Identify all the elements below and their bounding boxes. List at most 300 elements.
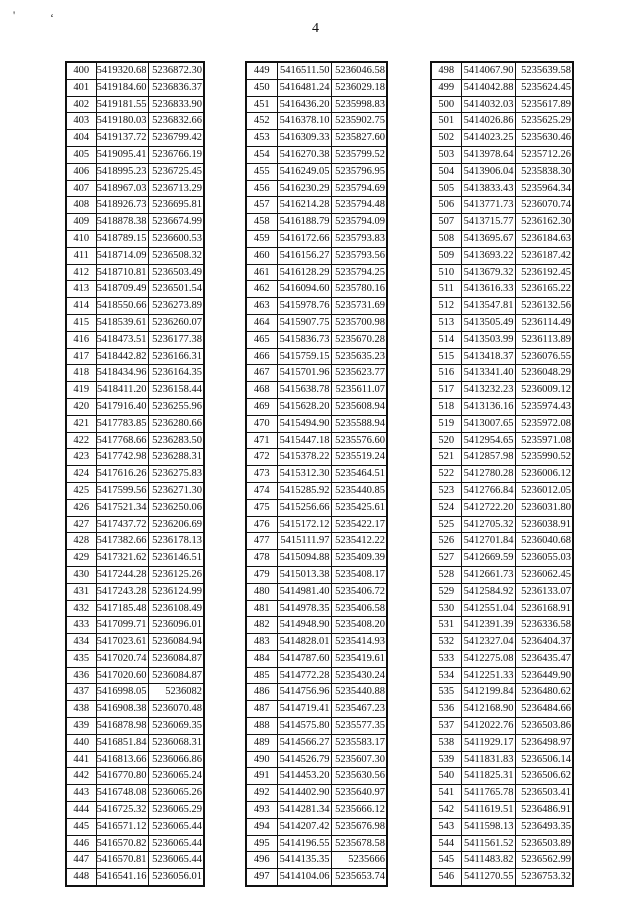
x-coordinate-cell: 5416214.28 xyxy=(277,197,331,214)
point-number-cell: 530 xyxy=(431,600,461,617)
point-number-cell: 463 xyxy=(246,298,277,315)
table-row xyxy=(246,113,387,130)
point-number-cell: 518 xyxy=(431,398,461,415)
table-row xyxy=(431,314,573,331)
point-number-cell: 474 xyxy=(246,482,277,499)
table-row xyxy=(66,449,204,466)
table-row xyxy=(66,499,204,516)
y-coordinate-cell: 5236836.37 xyxy=(148,79,204,96)
table-row xyxy=(246,264,387,281)
point-number-cell: 402 xyxy=(66,96,96,113)
x-coordinate-cell: 5418550.66 xyxy=(96,298,148,315)
point-number-cell: 440 xyxy=(66,734,96,751)
x-coordinate-cell: 5418709.49 xyxy=(96,281,148,298)
point-number-cell: 443 xyxy=(66,785,96,802)
y-coordinate-cell: 5236065.44 xyxy=(148,852,204,869)
table-row xyxy=(66,734,204,751)
table-row xyxy=(431,684,573,701)
x-coordinate-cell: 5413833.43 xyxy=(461,180,515,197)
x-coordinate-cell: 5414207.42 xyxy=(277,818,331,835)
y-coordinate-cell: 5236114.49 xyxy=(515,314,573,331)
table-row xyxy=(431,852,573,869)
point-number-cell: 520 xyxy=(431,432,461,449)
table-row xyxy=(431,197,573,214)
table-row xyxy=(66,113,204,130)
y-coordinate-cell: 5236048.29 xyxy=(515,365,573,382)
table-row xyxy=(66,550,204,567)
y-coordinate-cell: 5236184.63 xyxy=(515,230,573,247)
x-coordinate-cell: 5417185.48 xyxy=(96,600,148,617)
y-coordinate-cell: 5236503.86 xyxy=(515,718,573,735)
x-coordinate-cell: 5415285.92 xyxy=(277,482,331,499)
table-row xyxy=(246,852,387,869)
x-coordinate-cell: 5413906.04 xyxy=(461,163,515,180)
y-coordinate-cell: 5235639.58 xyxy=(515,62,573,79)
y-coordinate-cell: 5236069.35 xyxy=(148,718,204,735)
point-number-cell: 404 xyxy=(66,130,96,147)
point-number-cell: 461 xyxy=(246,264,277,281)
point-number-cell: 471 xyxy=(246,432,277,449)
table-row xyxy=(431,214,573,231)
x-coordinate-cell: 5411929.17 xyxy=(461,734,515,751)
x-coordinate-cell: 5412275.08 xyxy=(461,650,515,667)
x-coordinate-cell: 5414453.20 xyxy=(277,768,331,785)
x-coordinate-cell: 5413232.23 xyxy=(461,382,515,399)
x-coordinate-cell: 5413007.65 xyxy=(461,415,515,432)
y-coordinate-cell: 5236166.31 xyxy=(148,348,204,365)
table-row xyxy=(66,718,204,735)
point-number-cell: 495 xyxy=(246,835,277,852)
y-coordinate-cell: 5236255.96 xyxy=(148,398,204,415)
point-number-cell: 423 xyxy=(66,449,96,466)
y-coordinate-cell: 5235425.61 xyxy=(331,499,387,516)
x-coordinate-cell: 5413616.33 xyxy=(461,281,515,298)
point-number-cell: 480 xyxy=(246,583,277,600)
table-row xyxy=(246,684,387,701)
point-number-cell: 434 xyxy=(66,634,96,651)
y-coordinate-cell: 5235577.35 xyxy=(331,718,387,735)
point-number-cell: 525 xyxy=(431,516,461,533)
y-coordinate-cell: 5236503.49 xyxy=(148,264,204,281)
point-number-cell: 458 xyxy=(246,214,277,231)
x-coordinate-cell: 5418411.20 xyxy=(96,382,148,399)
point-number-cell: 437 xyxy=(66,684,96,701)
point-number-cell: 535 xyxy=(431,684,461,701)
x-coordinate-cell: 5414067.90 xyxy=(461,62,515,79)
y-coordinate-cell: 5236164.35 xyxy=(148,365,204,382)
x-coordinate-cell: 5412551.04 xyxy=(461,600,515,617)
point-number-cell: 415 xyxy=(66,314,96,331)
table-row xyxy=(431,600,573,617)
point-number-cell: 506 xyxy=(431,197,461,214)
x-coordinate-cell: 5412327.04 xyxy=(461,634,515,651)
point-number-cell: 502 xyxy=(431,130,461,147)
table-row xyxy=(246,331,387,348)
y-coordinate-cell: 5236713.29 xyxy=(148,180,204,197)
y-coordinate-cell: 5235794.09 xyxy=(331,214,387,231)
point-number-cell: 441 xyxy=(66,751,96,768)
x-coordinate-cell: 5414756.96 xyxy=(277,684,331,701)
point-number-cell: 523 xyxy=(431,482,461,499)
table-row xyxy=(246,365,387,382)
y-coordinate-cell: 5235971.08 xyxy=(515,432,573,449)
point-number-cell: 524 xyxy=(431,499,461,516)
x-coordinate-cell: 5416172.66 xyxy=(277,230,331,247)
point-number-cell: 428 xyxy=(66,533,96,550)
table-row xyxy=(431,96,573,113)
x-coordinate-cell: 5412780.28 xyxy=(461,466,515,483)
y-coordinate-cell: 5236336.58 xyxy=(515,617,573,634)
point-number-cell: 512 xyxy=(431,298,461,315)
y-coordinate-cell: 5235799.52 xyxy=(331,146,387,163)
table-row xyxy=(431,130,573,147)
y-coordinate-cell: 5235406.72 xyxy=(331,583,387,600)
x-coordinate-cell: 5413715.77 xyxy=(461,214,515,231)
x-coordinate-cell: 5417783.85 xyxy=(96,415,148,432)
table-row xyxy=(66,432,204,449)
table-row xyxy=(431,180,573,197)
y-coordinate-cell: 5236404.37 xyxy=(515,634,573,651)
x-coordinate-cell: 5411483.82 xyxy=(461,852,515,869)
y-coordinate-cell: 5236725.45 xyxy=(148,163,204,180)
x-coordinate-cell: 5418442.82 xyxy=(96,348,148,365)
y-coordinate-cell: 5236271.30 xyxy=(148,482,204,499)
y-coordinate-cell: 5235464.51 xyxy=(331,466,387,483)
point-number-cell: 478 xyxy=(246,550,277,567)
x-coordinate-cell: 5415638.78 xyxy=(277,382,331,399)
table-row xyxy=(431,146,573,163)
point-number-cell: 536 xyxy=(431,701,461,718)
table-row xyxy=(431,768,573,785)
point-number-cell: 521 xyxy=(431,449,461,466)
x-coordinate-cell: 5416541.16 xyxy=(96,869,148,886)
y-coordinate-cell: 5236070.74 xyxy=(515,197,573,214)
point-number-cell: 485 xyxy=(246,667,277,684)
x-coordinate-cell: 5413505.49 xyxy=(461,314,515,331)
y-coordinate-cell: 5235794.69 xyxy=(331,180,387,197)
point-number-cell: 543 xyxy=(431,818,461,835)
point-number-cell: 533 xyxy=(431,650,461,667)
y-coordinate-cell: 5235793.83 xyxy=(331,230,387,247)
point-number-cell: 452 xyxy=(246,113,277,130)
x-coordinate-cell: 5416908.38 xyxy=(96,701,148,718)
y-coordinate-cell: 5236006.12 xyxy=(515,466,573,483)
x-coordinate-cell: 5416851.84 xyxy=(96,734,148,751)
y-coordinate-cell: 5235794.48 xyxy=(331,197,387,214)
y-coordinate-cell: 5235607.30 xyxy=(331,751,387,768)
table-row xyxy=(431,382,573,399)
table-row xyxy=(246,718,387,735)
y-coordinate-cell: 5235623.77 xyxy=(331,365,387,382)
table-row xyxy=(431,415,573,432)
x-coordinate-cell: 5417437.72 xyxy=(96,516,148,533)
table-row xyxy=(66,62,204,79)
y-coordinate-cell: 5236506.14 xyxy=(515,751,573,768)
point-number-cell: 476 xyxy=(246,516,277,533)
y-coordinate-cell: 5236056.01 xyxy=(148,869,204,886)
x-coordinate-cell: 5415978.76 xyxy=(277,298,331,315)
table-row xyxy=(66,566,204,583)
x-coordinate-cell: 5417768.66 xyxy=(96,432,148,449)
y-coordinate-cell: 5236250.06 xyxy=(148,499,204,516)
x-coordinate-cell: 5411831.83 xyxy=(461,751,515,768)
x-coordinate-cell: 5418926.73 xyxy=(96,197,148,214)
table-row xyxy=(246,583,387,600)
point-number-cell: 526 xyxy=(431,533,461,550)
point-number-cell: 424 xyxy=(66,466,96,483)
x-coordinate-cell: 5418789.15 xyxy=(96,230,148,247)
y-coordinate-cell: 5236038.91 xyxy=(515,516,573,533)
x-coordinate-cell: 5413503.99 xyxy=(461,331,515,348)
x-coordinate-cell: 5419320.68 xyxy=(96,62,148,79)
x-coordinate-cell: 5414042.88 xyxy=(461,79,515,96)
y-coordinate-cell: 5236031.80 xyxy=(515,499,573,516)
table-row xyxy=(431,785,573,802)
table-row xyxy=(431,281,573,298)
y-coordinate-cell: 5236503.41 xyxy=(515,785,573,802)
table-row xyxy=(246,751,387,768)
y-coordinate-cell: 5236833.90 xyxy=(148,96,204,113)
point-number-cell: 542 xyxy=(431,802,461,819)
point-number-cell: 421 xyxy=(66,415,96,432)
x-coordinate-cell: 5412954.65 xyxy=(461,432,515,449)
x-coordinate-cell: 5417521.34 xyxy=(96,499,148,516)
point-number-cell: 447 xyxy=(66,852,96,869)
y-coordinate-cell: 5235625.29 xyxy=(515,113,573,130)
y-coordinate-cell: 5236012.05 xyxy=(515,482,573,499)
x-coordinate-cell: 5416481.24 xyxy=(277,79,331,96)
x-coordinate-cell: 5416878.98 xyxy=(96,718,148,735)
table-row xyxy=(431,113,573,130)
y-coordinate-cell: 5235588.94 xyxy=(331,415,387,432)
x-coordinate-cell: 5415907.75 xyxy=(277,314,331,331)
point-number-cell: 513 xyxy=(431,314,461,331)
table-row xyxy=(431,247,573,264)
point-number-cell: 401 xyxy=(66,79,96,96)
point-number-cell: 492 xyxy=(246,785,277,802)
y-coordinate-cell: 5235676.98 xyxy=(331,818,387,835)
point-number-cell: 409 xyxy=(66,214,96,231)
x-coordinate-cell: 5416748.08 xyxy=(96,785,148,802)
y-coordinate-cell: 5235678.58 xyxy=(331,835,387,852)
y-coordinate-cell: 5235617.89 xyxy=(515,96,573,113)
x-coordinate-cell: 5417099.71 xyxy=(96,617,148,634)
x-coordinate-cell: 5414281.34 xyxy=(277,802,331,819)
y-coordinate-cell: 5236162.30 xyxy=(515,214,573,231)
y-coordinate-cell: 5236600.53 xyxy=(148,230,204,247)
point-number-cell: 425 xyxy=(66,482,96,499)
y-coordinate-cell: 5235974.43 xyxy=(515,398,573,415)
table-row xyxy=(246,432,387,449)
y-coordinate-cell: 5235608.94 xyxy=(331,398,387,415)
x-coordinate-cell: 5413695.67 xyxy=(461,230,515,247)
point-number-cell: 410 xyxy=(66,230,96,247)
point-number-cell: 460 xyxy=(246,247,277,264)
y-coordinate-cell: 5235630.46 xyxy=(515,130,573,147)
table-row xyxy=(246,230,387,247)
y-coordinate-cell: 5236082 xyxy=(148,684,204,701)
table-row xyxy=(66,247,204,264)
y-coordinate-cell: 5235838.30 xyxy=(515,163,573,180)
point-number-cell: 418 xyxy=(66,365,96,382)
table-row xyxy=(246,768,387,785)
table-row xyxy=(431,499,573,516)
table-row xyxy=(246,197,387,214)
point-number-cell: 539 xyxy=(431,751,461,768)
table-row xyxy=(246,734,387,751)
y-coordinate-cell: 5236046.58 xyxy=(331,62,387,79)
y-coordinate-cell: 5236260.07 xyxy=(148,314,204,331)
x-coordinate-cell: 5416378.10 xyxy=(277,113,331,130)
point-number-cell: 519 xyxy=(431,415,461,432)
x-coordinate-cell: 5416571.12 xyxy=(96,818,148,835)
point-number-cell: 445 xyxy=(66,818,96,835)
y-coordinate-cell: 5236695.81 xyxy=(148,197,204,214)
table-row xyxy=(431,835,573,852)
x-coordinate-cell: 5416813.66 xyxy=(96,751,148,768)
x-coordinate-cell: 5414719.41 xyxy=(277,701,331,718)
y-coordinate-cell: 5236486.91 xyxy=(515,802,573,819)
point-number-cell: 477 xyxy=(246,533,277,550)
x-coordinate-cell: 5416309.33 xyxy=(277,130,331,147)
point-number-cell: 484 xyxy=(246,650,277,667)
y-coordinate-cell: 5235666.12 xyxy=(331,802,387,819)
point-number-cell: 400 xyxy=(66,62,96,79)
point-number-cell: 515 xyxy=(431,348,461,365)
point-number-cell: 522 xyxy=(431,466,461,483)
y-coordinate-cell: 5236206.69 xyxy=(148,516,204,533)
x-coordinate-cell: 5418473.51 xyxy=(96,331,148,348)
table-row xyxy=(246,533,387,550)
point-number-cell: 470 xyxy=(246,415,277,432)
point-number-cell: 436 xyxy=(66,667,96,684)
x-coordinate-cell: 5415111.97 xyxy=(277,533,331,550)
table-row xyxy=(246,566,387,583)
y-coordinate-cell: 5236506.62 xyxy=(515,768,573,785)
x-coordinate-cell: 5414948.90 xyxy=(277,617,331,634)
x-coordinate-cell: 5414104.06 xyxy=(277,869,331,886)
point-number-cell: 469 xyxy=(246,398,277,415)
x-coordinate-cell: 5416128.29 xyxy=(277,264,331,281)
table-row xyxy=(246,516,387,533)
point-number-cell: 511 xyxy=(431,281,461,298)
x-coordinate-cell: 5414023.25 xyxy=(461,130,515,147)
x-coordinate-cell: 5413341.40 xyxy=(461,365,515,382)
x-coordinate-cell: 5415172.12 xyxy=(277,516,331,533)
y-coordinate-cell: 5236065.24 xyxy=(148,768,204,785)
table-row xyxy=(246,214,387,231)
y-coordinate-cell: 5235990.52 xyxy=(515,449,573,466)
y-coordinate-cell: 5235576.60 xyxy=(331,432,387,449)
point-number-cell: 509 xyxy=(431,247,461,264)
x-coordinate-cell: 5415378.22 xyxy=(277,449,331,466)
y-coordinate-cell: 5235408.20 xyxy=(331,617,387,634)
point-number-cell: 500 xyxy=(431,96,461,113)
y-coordinate-cell: 5235998.83 xyxy=(331,96,387,113)
y-coordinate-cell: 5236503.89 xyxy=(515,835,573,852)
table-row xyxy=(431,533,573,550)
y-coordinate-cell: 5236009.12 xyxy=(515,382,573,399)
point-number-cell: 467 xyxy=(246,365,277,382)
y-coordinate-cell: 5236493.35 xyxy=(515,818,573,835)
point-number-cell: 510 xyxy=(431,264,461,281)
table-row xyxy=(66,835,204,852)
x-coordinate-cell: 5417321.62 xyxy=(96,550,148,567)
point-number-cell: 427 xyxy=(66,516,96,533)
point-number-cell: 489 xyxy=(246,734,277,751)
x-coordinate-cell: 5413136.16 xyxy=(461,398,515,415)
x-coordinate-cell: 5416998.05 xyxy=(96,684,148,701)
table-row xyxy=(431,348,573,365)
x-coordinate-cell: 5418539.61 xyxy=(96,314,148,331)
table-row xyxy=(246,785,387,802)
y-coordinate-cell: 5235630.56 xyxy=(331,768,387,785)
point-number-cell: 499 xyxy=(431,79,461,96)
table-row xyxy=(66,398,204,415)
point-number-cell: 493 xyxy=(246,802,277,819)
point-number-cell: 491 xyxy=(246,768,277,785)
point-number-cell: 488 xyxy=(246,718,277,735)
table-row xyxy=(66,382,204,399)
y-coordinate-cell: 5235624.45 xyxy=(515,79,573,96)
y-coordinate-cell: 5236113.89 xyxy=(515,331,573,348)
y-coordinate-cell: 5236065.26 xyxy=(148,785,204,802)
point-number-cell: 541 xyxy=(431,785,461,802)
y-coordinate-cell: 5236029.18 xyxy=(331,79,387,96)
x-coordinate-cell: 5415494.90 xyxy=(277,415,331,432)
table-row xyxy=(66,785,204,802)
y-coordinate-cell: 5236108.49 xyxy=(148,600,204,617)
y-coordinate-cell: 5236435.47 xyxy=(515,650,573,667)
point-number-cell: 494 xyxy=(246,818,277,835)
y-coordinate-cell: 5236178.13 xyxy=(148,533,204,550)
table-row xyxy=(66,197,204,214)
x-coordinate-cell: 5413547.81 xyxy=(461,298,515,315)
point-number-cell: 504 xyxy=(431,163,461,180)
x-coordinate-cell: 5414787.60 xyxy=(277,650,331,667)
table-row xyxy=(431,398,573,415)
x-coordinate-cell: 5418710.81 xyxy=(96,264,148,281)
x-coordinate-cell: 5418995.23 xyxy=(96,163,148,180)
x-coordinate-cell: 5411270.55 xyxy=(461,869,515,886)
table-row xyxy=(246,247,387,264)
table-row xyxy=(66,348,204,365)
x-coordinate-cell: 5416570.82 xyxy=(96,835,148,852)
point-number-cell: 435 xyxy=(66,650,96,667)
table-row xyxy=(246,818,387,835)
point-number-cell: 403 xyxy=(66,113,96,130)
x-coordinate-cell: 5418434.96 xyxy=(96,365,148,382)
y-coordinate-cell: 5236084.87 xyxy=(148,667,204,684)
point-number-cell: 538 xyxy=(431,734,461,751)
x-coordinate-cell: 5414026.86 xyxy=(461,113,515,130)
x-coordinate-cell: 5419180.03 xyxy=(96,113,148,130)
x-coordinate-cell: 5415094.88 xyxy=(277,550,331,567)
x-coordinate-cell: 5415256.66 xyxy=(277,499,331,516)
x-coordinate-cell: 5416230.29 xyxy=(277,180,331,197)
table-row xyxy=(66,869,204,886)
table-row xyxy=(66,314,204,331)
table-row xyxy=(66,466,204,483)
y-coordinate-cell: 5236288.31 xyxy=(148,449,204,466)
table-row xyxy=(246,667,387,684)
table-row xyxy=(431,718,573,735)
x-coordinate-cell: 5414772.28 xyxy=(277,667,331,684)
table-row xyxy=(246,298,387,315)
point-number-cell: 479 xyxy=(246,566,277,583)
table-row xyxy=(66,163,204,180)
x-coordinate-cell: 5415628.20 xyxy=(277,398,331,415)
